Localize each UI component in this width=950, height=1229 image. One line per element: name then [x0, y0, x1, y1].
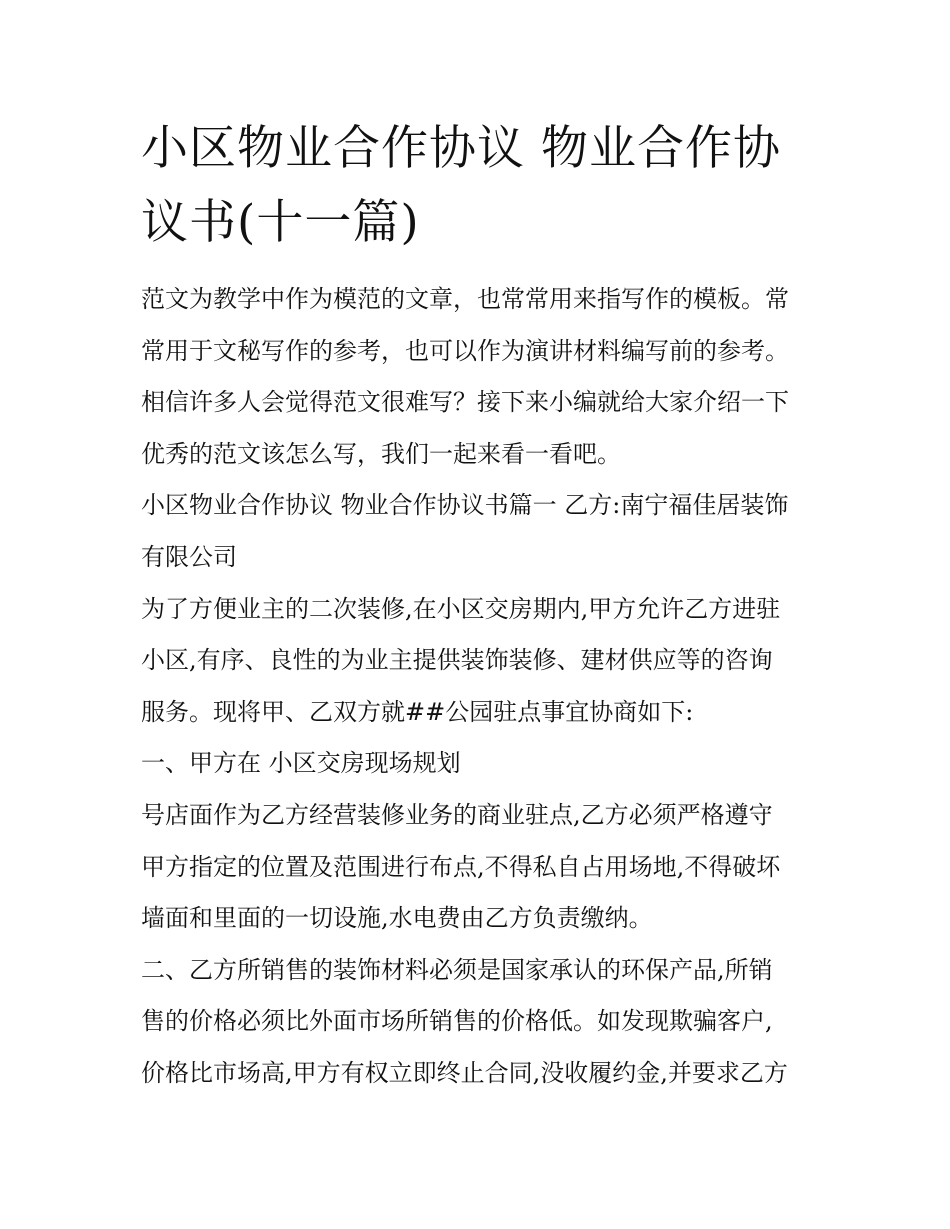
- body-line: 服务。现将甲、乙双方就##公园驻点事宜协商如下:: [141, 697, 694, 726]
- document-body: [141, 274, 821, 1100]
- body-line: 一、甲方在 小区交房现场规划: [141, 749, 461, 778]
- document-title: [141, 112, 821, 260]
- body-line: 二、乙方所销售的装饰材料必须是国家承认的环保产品,所销: [141, 955, 773, 984]
- body-line: 相信许多人会觉得范文很难写？接下来小编就给大家介绍一下: [141, 388, 789, 417]
- body-line: 优秀的范文该怎么写，我们一起来看一看吧。: [141, 439, 621, 468]
- body-line: 价格比市场高,甲方有权立即终止合同,没收履约金,并要求乙方: [141, 1058, 788, 1087]
- body-line: 号店面作为乙方经营装修业务的商业驻点,乙方必须严格遵守: [141, 800, 773, 829]
- document-page: [141, 112, 821, 1100]
- body-line: 常用于文秘写作的参考，也可以作为演讲材料编写前的参考。: [141, 336, 789, 365]
- body-line: 墙面和里面的一切设施,水电费由乙方负责缴纳。: [141, 904, 653, 933]
- body-line: 售的价格必须比外面市场所销售的价格低。如发现欺骗客户,: [141, 1007, 773, 1036]
- body-line: 甲方指定的位置及范围进行布点,不得私自占用场地,不得破坏: [141, 852, 781, 881]
- title-line: 议书(十一篇): [141, 195, 420, 250]
- body-line: 小区物业合作协议 物业合作协议书篇一 乙方:南宁福佳居装饰: [141, 491, 789, 520]
- body-line: 有限公司: [141, 542, 237, 571]
- body-line: 小区,有序、良性的为业主提供装饰装修、建材供应等的咨询: [141, 646, 773, 675]
- body-line: 范文为教学中作为模范的文章，也常常用来指写作的模板。常: [141, 285, 789, 313]
- title-line: 小区物业合作协议 物业合作协: [141, 121, 781, 176]
- body-line: 为了方便业主的二次装修,在小区交房期内,甲方允许乙方进驻: [141, 594, 781, 623]
